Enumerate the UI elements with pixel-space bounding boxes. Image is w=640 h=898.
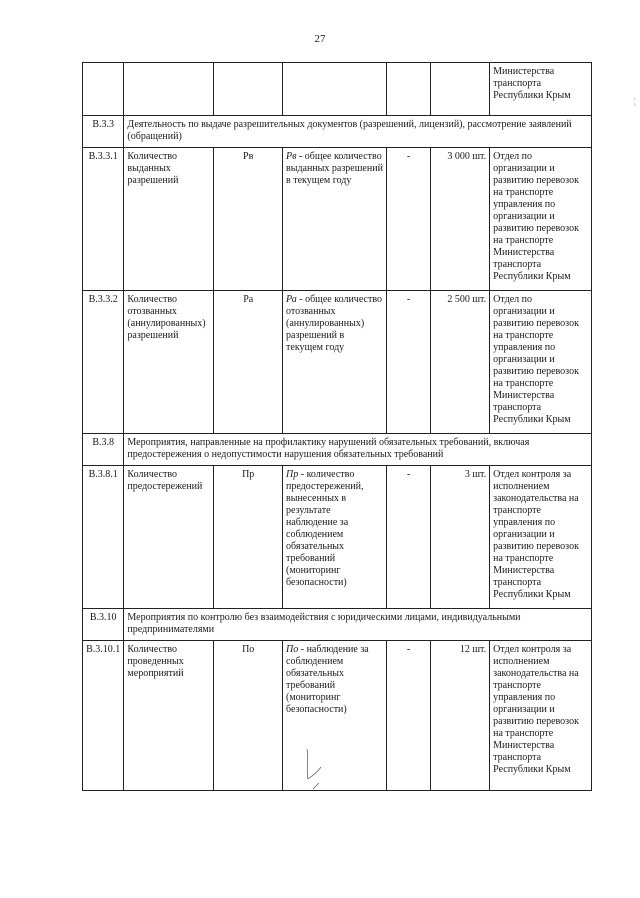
table-row xyxy=(83,641,592,791)
section-title: Мероприятия, направленные на профилактику нарушений обязательных требований, включая предостережения о недопустимости нарушения обязательных требований xyxy=(124,434,592,466)
target-value: 12 шт. xyxy=(430,641,489,791)
continuation-row xyxy=(83,63,592,116)
indicator-formula xyxy=(283,148,387,291)
section-code: В.3.3 xyxy=(83,116,124,148)
empty-cell xyxy=(83,63,124,116)
section-title: Деятельность по выдаче разрешительных документов (разрешений, лицензий), рассмотрение заявлений (обращений) xyxy=(124,116,592,148)
section-code: В.3.8 xyxy=(83,434,124,466)
row-code: В.3.3.2 xyxy=(83,291,124,434)
target-value: 3 000 шт. xyxy=(430,148,489,291)
scan-mark: ¦ xyxy=(634,96,636,106)
empty-cell xyxy=(283,63,387,116)
indicators-table xyxy=(82,62,592,791)
formula-symbol: По xyxy=(286,644,299,655)
responsible-cell: Министерства транспорта Республики Крым xyxy=(490,63,592,116)
page-number: 27 xyxy=(314,33,326,45)
formula-text: - количество предостережений, вынесенных в результате наблюдение за соблюдением обязательных требований (мониторинг безопасности) xyxy=(286,469,364,588)
indicator-symbol: Рв xyxy=(214,148,283,291)
target-value: 3 шт. xyxy=(430,466,489,609)
section-code: В.3.10 xyxy=(83,609,124,641)
target-value: 2 500 шт. xyxy=(430,291,489,434)
formula-text: - наблюдение за соблюдением обязательных требований (мониторинг безопасности) xyxy=(286,644,369,715)
section-row xyxy=(83,434,592,466)
indicator-symbol: Ра xyxy=(214,291,283,434)
indicator-name: Количество проведенных мероприятий xyxy=(124,641,214,791)
row-code: В.3.10.1 xyxy=(83,641,124,791)
section-row xyxy=(83,116,592,148)
row-code: В.3.3.1 xyxy=(83,148,124,291)
signature-mark xyxy=(297,745,333,795)
empty-cell xyxy=(124,63,214,116)
table-row xyxy=(83,148,592,291)
indicator-formula xyxy=(283,291,387,434)
indicator-name: Количество выданных разрешений xyxy=(124,148,214,291)
dash-cell: - xyxy=(387,641,431,791)
indicator-name: Количество предостережений xyxy=(124,466,214,609)
indicator-formula xyxy=(283,466,387,609)
responsible-cell: Отдел контроля за исполнением законодательства на транспорте управления по организации и развитию перевозок на транспорте Министерства транспорта Республики Крым xyxy=(490,466,592,609)
formula-text: - общее количество отозванных (аннулированных) разрешений в текущем году xyxy=(286,294,382,353)
indicator-symbol: По xyxy=(214,641,283,791)
table-row xyxy=(83,466,592,609)
empty-cell xyxy=(214,63,283,116)
formula-symbol: Ра xyxy=(286,294,297,305)
empty-cell xyxy=(430,63,489,116)
responsible-cell: Отдел по организации и развитию перевозок на транспорте управления по организации и развитию перевозок на транспорте Министерства транспорта Республики Крым xyxy=(490,291,592,434)
formula-symbol: Рв xyxy=(286,151,297,162)
formula-symbol: Пр xyxy=(286,469,299,480)
dash-cell: - xyxy=(387,466,431,609)
responsible-cell: Отдел контроля за исполнением законодательства на транспорте управления по организации и развитию перевозок на транспорте Министерства транспорта Республики Крым xyxy=(490,641,592,791)
formula-text: - общее количество выданных разрешений в текущем году xyxy=(286,151,383,186)
row-code: В.3.8.1 xyxy=(83,466,124,609)
table-row xyxy=(83,291,592,434)
responsible-cell: Отдел по организации и развитию перевозок на транспорте управления по организации и развитию перевозок на транспорте Министерства транспорта Республики Крым xyxy=(490,148,592,291)
dash-cell: - xyxy=(387,291,431,434)
empty-cell xyxy=(387,63,431,116)
section-title: Мероприятия по контролю без взаимодействия с юридическими лицами, индивидуальными предпринимателями xyxy=(124,609,592,641)
indicator-name: Количество отозванных (аннулированных) разрешений xyxy=(124,291,214,434)
dash-cell: - xyxy=(387,148,431,291)
indicator-symbol: Пр xyxy=(214,466,283,609)
section-row xyxy=(83,609,592,641)
